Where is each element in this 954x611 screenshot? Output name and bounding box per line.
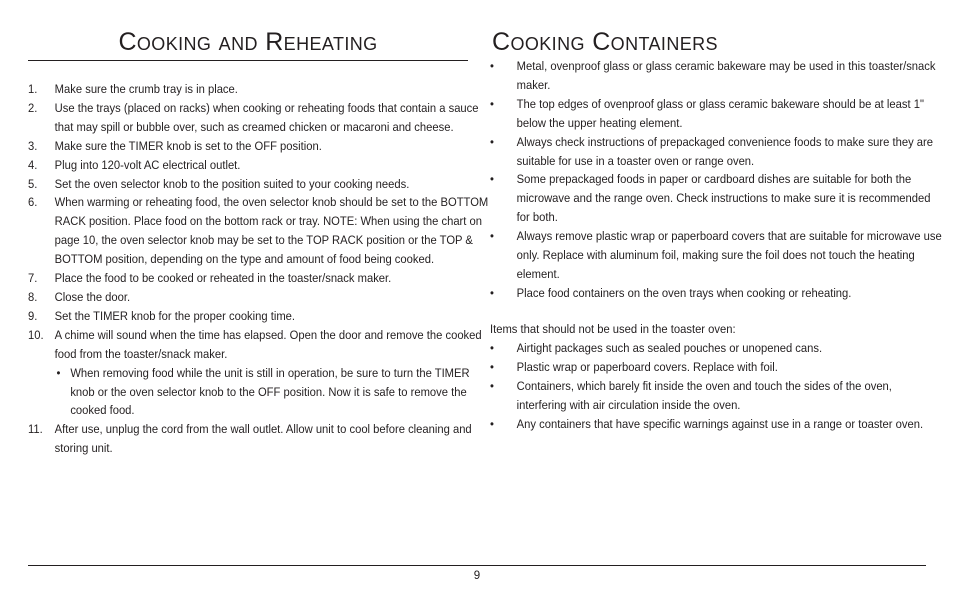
containers-list — [490, 57, 942, 303]
bullet-glyph: • — [490, 96, 494, 111]
bullet-glyph: • — [490, 59, 494, 73]
bullet-glyph: • — [490, 285, 494, 300]
step-text: Plug into 120-volt AC electrical outlet. — [54, 157, 241, 172]
container-item — [490, 284, 944, 303]
step-item — [28, 175, 492, 194]
step-number: 3. — [28, 138, 38, 153]
bullet-glyph: • — [490, 341, 494, 355]
step-item — [28, 288, 492, 307]
not-used-item — [490, 377, 944, 415]
not-used-text: Any containers that have specific warnings against use in a range or toaster oven. — [516, 416, 924, 431]
step-text: When warming or reheating food, the oven selector knob should be set to the BOTTOM RACK position. Place food on the bottom rack or tray. NOTE: When using the chart on page 10, the oven selector knob may be set to the TOP RACK position or the TOP & BOTTOM position, depending on the type and amount of food being cooked. — [54, 195, 489, 267]
step-number: 4. — [28, 157, 38, 172]
not-used-item — [490, 415, 944, 434]
container-item — [490, 170, 944, 227]
step-number: 11. — [28, 422, 43, 437]
bullet-glyph: • — [490, 134, 494, 149]
bullet-glyph: • — [56, 365, 61, 380]
not-used-text: Plastic wrap or paperboard covers. Replace with foil. — [516, 359, 778, 374]
step-number: 8. — [28, 289, 38, 304]
step-item — [28, 420, 492, 458]
container-item — [490, 227, 944, 284]
bullet-glyph: • — [490, 229, 494, 244]
step-number: 10. — [28, 327, 44, 342]
not-used-text: Airtight packages such as sealed pouches or unopened cans. — [516, 341, 823, 355]
step-text: Set the oven selector knob to the position suited to your cooking needs. — [54, 176, 410, 191]
bullet-glyph: • — [490, 172, 494, 187]
step-text: A chime will sound when the time has elapsed. Open the door and remove the cooked food from the toaster/snack maker. — [54, 327, 482, 361]
not-used-intro: Items that should not be used in the toaster oven: — [490, 322, 736, 336]
step-text: Make sure the crumb tray is in place. — [54, 82, 238, 96]
container-item — [490, 57, 944, 95]
container-text: The top edges of ovenproof glass or glass ceramic bakeware should be at least 1" below the upper heating element. — [516, 96, 924, 130]
step-item — [28, 269, 492, 288]
not-used-text: Containers, which barely fit inside the oven and touch the sides of the oven, interfering with air circulation inside the oven. — [516, 378, 892, 412]
step-number: 7. — [28, 271, 38, 286]
step-item — [28, 156, 492, 175]
bullet-glyph: • — [490, 378, 494, 393]
reheating-steps-list — [28, 80, 489, 458]
container-text: Place food containers on the oven trays when cooking or reheating. — [516, 285, 852, 300]
container-item — [490, 133, 944, 171]
footer-rule — [28, 565, 926, 566]
step-text: Use the trays (placed on racks) when cooking or reheating foods that contain a sauce that may spill or bubble over, such as creamed chicken or macaroni and cheese. — [54, 100, 479, 134]
page-number: 9 — [473, 570, 481, 582]
step-item — [28, 99, 492, 137]
step-number: 6. — [28, 195, 38, 210]
section-title-cooking-reheating: Cooking and Reheating — [118, 28, 378, 56]
not-used-item — [490, 358, 944, 377]
sub-bullet-text: When removing food while the unit is still in operation, be sure to turn the TIMER knob or the oven selector knob to the OFF position. Now it is safe to remove the cooked food. — [70, 365, 470, 418]
not-used-item — [490, 339, 944, 358]
step-sub-bullet — [55, 364, 492, 421]
step-text: Set the TIMER knob for the proper cooking time. — [54, 308, 296, 323]
step-item — [28, 307, 492, 326]
step-item — [28, 80, 492, 99]
step-number: 2. — [28, 100, 38, 115]
step-text: Place the food to be cooked or reheated in the toaster/snack maker. — [54, 271, 392, 286]
step-item — [28, 137, 492, 156]
container-item — [490, 95, 944, 133]
step-text: After use, unplug the cord from the wall outlet. Allow unit to cool before cleaning and storing unit. — [54, 422, 472, 456]
section-title-cooking-containers: Cooking Containers — [492, 28, 718, 56]
container-text: Always remove plastic wrap or paperboard covers that are suitable for microwave use only. Replace with aluminum foil, making sure the foil does not touch the heating element. — [516, 229, 942, 281]
step-number: 5. — [28, 176, 38, 191]
step-text: Make sure the TIMER knob is set to the OFF position. — [54, 138, 322, 153]
container-text: Some prepackaged foods in paper or cardboard dishes are suitable for both the microwave and the range oven. Check instructions to make sure it is recommended for both. — [516, 172, 931, 225]
not-used-list — [490, 339, 924, 434]
step-item — [28, 193, 492, 269]
container-text: Always check instructions of prepackaged convenience foods to make sure they are suitable for use in a toaster oven or range oven. — [516, 134, 934, 168]
container-text: Metal, ovenproof glass or glass ceramic bakeware may be used in this toaster/snack maker. — [516, 59, 936, 92]
step-text: Close the door. — [54, 289, 131, 304]
step-number: 9. — [28, 308, 38, 323]
bullet-glyph: • — [490, 359, 494, 374]
bullet-glyph: • — [490, 416, 494, 431]
step-item — [28, 326, 492, 421]
step-number: 1. — [28, 82, 38, 96]
title-underline — [28, 60, 468, 61]
